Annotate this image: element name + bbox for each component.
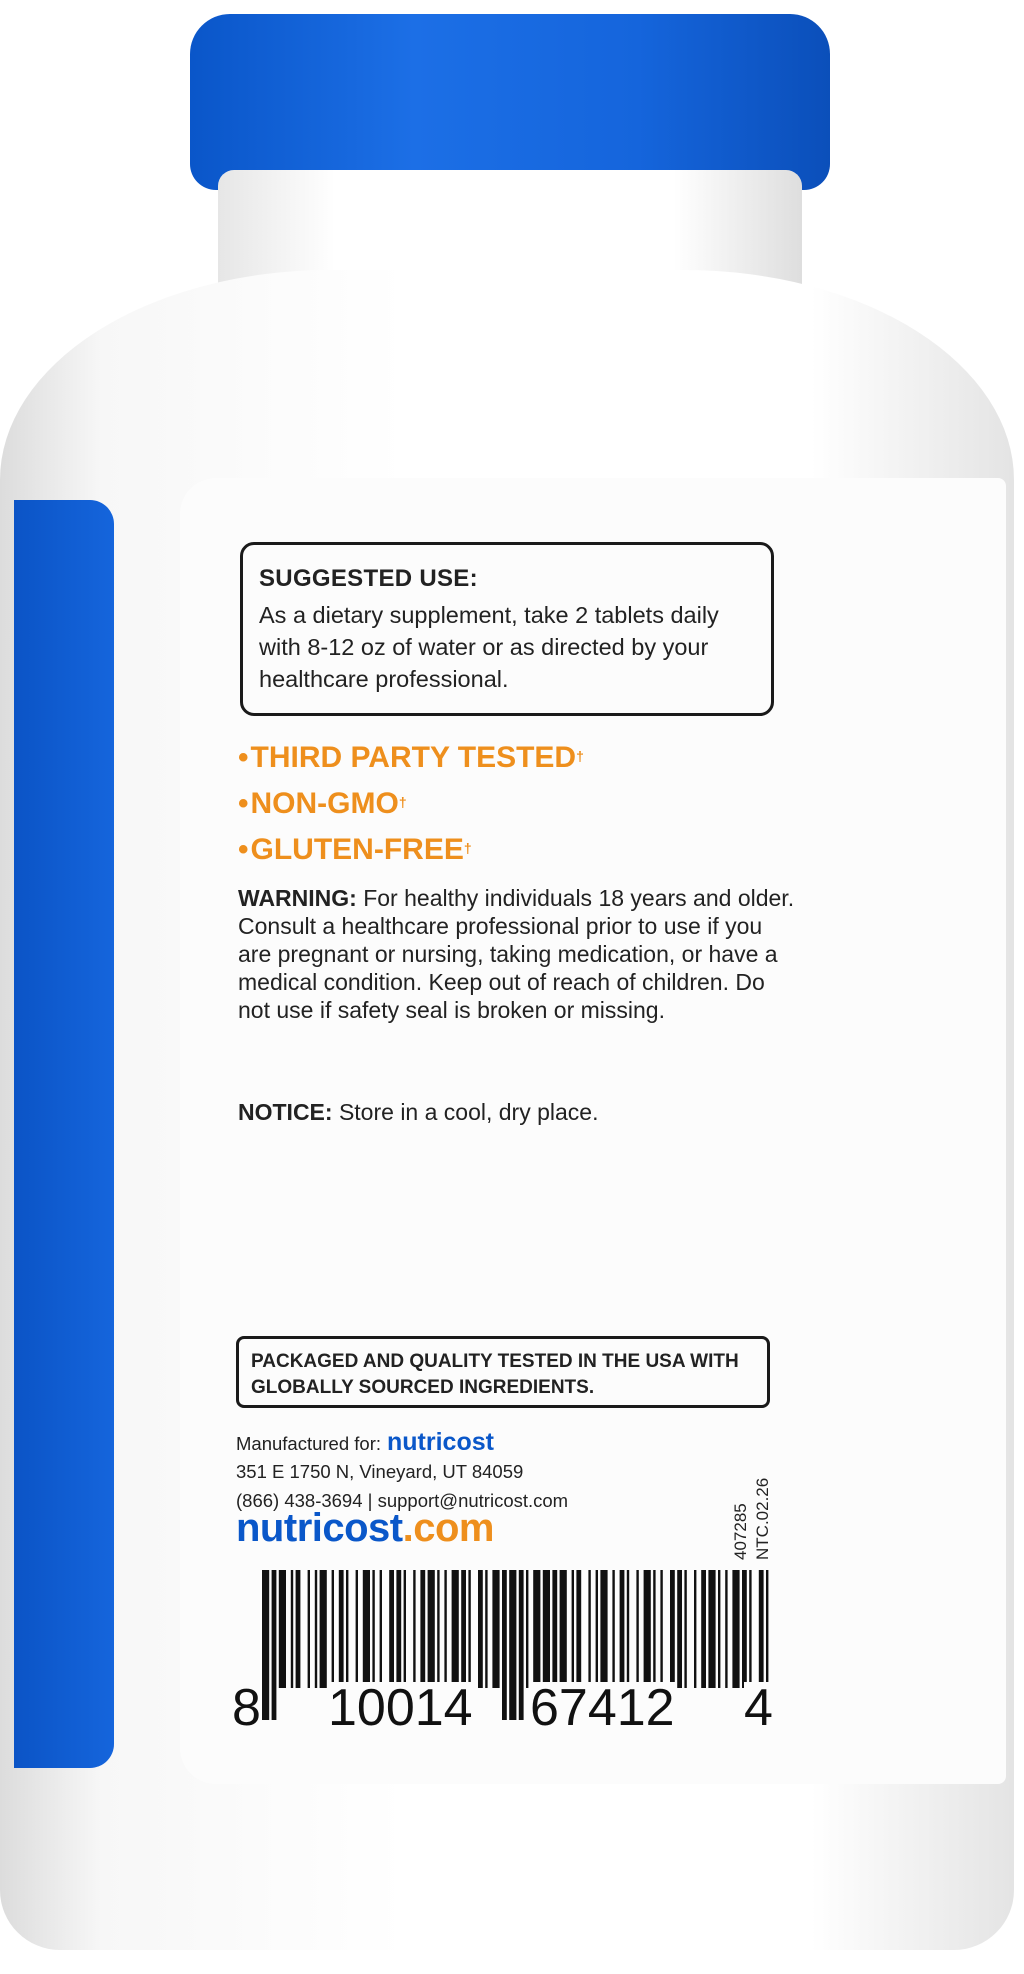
suggested-use-box <box>240 542 774 716</box>
bottle-cap <box>190 14 830 190</box>
barcode-bar <box>444 1570 446 1688</box>
brand-logo: nutricost <box>387 1428 494 1456</box>
barcode-bar <box>272 1570 277 1720</box>
manufacturer-prefix: Manufactured for: <box>236 1433 381 1454</box>
barcode-bar <box>742 1570 747 1688</box>
notice-text: NOTICE: Store in a cool, dry place. <box>238 1099 599 1125</box>
barcode-bar <box>420 1570 425 1688</box>
barcode-digit-last: 4 <box>744 1679 773 1737</box>
barcode-bar <box>718 1570 720 1688</box>
barcode-bar <box>478 1570 483 1688</box>
barcode-bar <box>576 1570 581 1688</box>
barcode-bar <box>732 1570 739 1688</box>
manufacturer-contact: (866) 438-3694 | support@nutricost.com <box>236 1490 569 1511</box>
barcode-bar <box>372 1570 374 1688</box>
barcode-bar <box>552 1570 557 1688</box>
bullet-icon: • <box>238 741 249 774</box>
barcode-bar <box>332 1570 334 1688</box>
label-side-stripe <box>14 500 114 1768</box>
barcode-bar <box>636 1570 638 1688</box>
barcode-bar <box>356 1570 358 1688</box>
barcode-digits-left: 10014 <box>328 1679 473 1737</box>
barcode-bar <box>413 1570 415 1688</box>
barcode-bar <box>677 1570 682 1688</box>
barcode-bar <box>509 1570 516 1720</box>
barcode-bar <box>725 1570 727 1688</box>
lot-code <box>695 1475 815 1560</box>
barcode-bar <box>308 1570 310 1688</box>
barcode-bar <box>701 1570 706 1688</box>
barcode-bar <box>684 1570 686 1688</box>
barcode-bar <box>437 1570 439 1688</box>
bullet-icon: • <box>238 833 249 866</box>
warning-text: WARNING: For healthy individuals 18 years and older. Consult a healthcare professional prior to use if you are pregnant or nursing, taking medication, or have a medical condition. Keep out of reach of children. Do not use if safety seal is broken or missing. <box>238 885 795 1023</box>
barcode-bar <box>708 1570 715 1688</box>
barcode-bar <box>468 1570 470 1688</box>
manufacturer-info <box>236 1428 656 1515</box>
barcode-bar <box>279 1570 286 1688</box>
barcode-bar <box>452 1570 459 1688</box>
barcode-bar <box>749 1570 751 1688</box>
feature-list <box>238 738 584 876</box>
barcode-bar <box>694 1570 696 1688</box>
barcode-bar <box>346 1570 348 1688</box>
barcode-bar <box>560 1570 567 1688</box>
barcode-bar <box>315 1570 317 1688</box>
barcode-bar <box>404 1570 406 1688</box>
barcode-bar <box>262 1570 269 1720</box>
feature-gluten-free: •GLUTEN-FREE† <box>238 833 472 866</box>
barcode-bar <box>620 1570 625 1688</box>
barcode-bar <box>502 1570 507 1720</box>
barcode-bar <box>533 1570 540 1688</box>
barcode-bar <box>653 1570 655 1688</box>
manufacturer-address: 351 E 1750 N, Vineyard, UT 84059 <box>236 1461 524 1482</box>
barcode-bar <box>572 1570 574 1688</box>
barcode-bar <box>380 1570 382 1688</box>
lot-expiry: NTC.02.26 <box>753 1477 772 1560</box>
barcode-bar <box>644 1570 651 1688</box>
barcode-bar <box>320 1570 327 1688</box>
website: nutricost.com <box>236 1506 494 1550</box>
barcode-bar <box>627 1570 629 1688</box>
packaged-in-usa-box: PACKAGED AND QUALITY TESTED IN THE USA WITH GLOBALLY SOURCED INGREDIENTS. <box>236 1336 770 1408</box>
barcode-bar <box>291 1570 293 1688</box>
lot-number: 407285 <box>731 1503 750 1560</box>
suggested-use-title: SUGGESTED USE: <box>259 565 478 592</box>
barcode-bar <box>526 1570 528 1688</box>
barcode-bar <box>363 1570 370 1688</box>
barcode-bar <box>660 1570 662 1688</box>
barcode-bar <box>519 1570 524 1720</box>
barcode-bar <box>428 1570 435 1688</box>
barcode-bar <box>389 1570 394 1688</box>
barcode-bar <box>670 1570 675 1688</box>
barcode-bar <box>339 1570 344 1688</box>
barcode-bar <box>296 1570 301 1688</box>
barcode-bar <box>612 1570 614 1688</box>
barcode-digits-right: 67412 <box>530 1679 675 1737</box>
barcode-bar <box>600 1570 607 1688</box>
suggested-use-text: As a dietary supplement, take 2 tablets daily with 8-12 oz of water or as directed by your healthcare professional. <box>259 602 719 692</box>
barcode-bar <box>461 1570 466 1688</box>
barcode-bar <box>588 1570 590 1688</box>
barcode-bar <box>485 1570 487 1688</box>
feature-third-party-tested: •THIRD PARTY TESTED† <box>238 741 584 774</box>
bullet-icon: • <box>238 787 249 820</box>
barcode-bar <box>492 1570 499 1688</box>
barcode-bar <box>596 1570 598 1688</box>
barcode-bar <box>396 1570 401 1688</box>
barcode-bar <box>543 1570 550 1688</box>
feature-non-gmo: •NON-GMO† <box>238 787 407 820</box>
barcode-digit-first: 8 <box>232 1679 261 1737</box>
